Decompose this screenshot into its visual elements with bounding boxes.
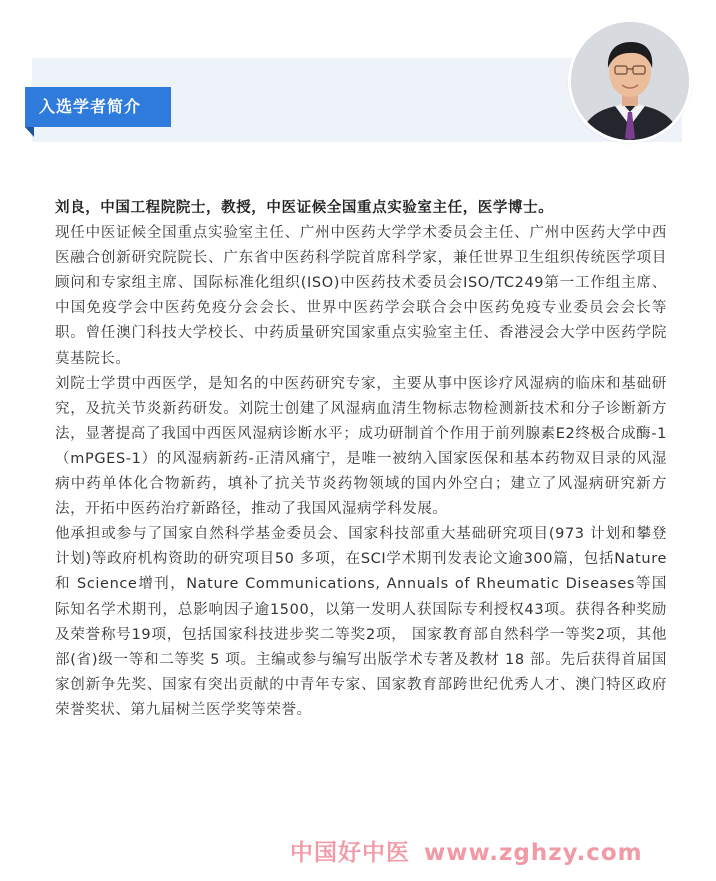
scholar-portrait: [571, 22, 689, 140]
watermark-site-name: 中国好中医: [290, 840, 410, 866]
profile-heading: 刘良，中国工程院院士，教授，中医证候全国重点实验室主任，医学博士。: [55, 200, 554, 216]
profile-paragraph: 现任中医证候全国重点实验室主任、广州中医药大学学术委员会主任、广州中医药大学中西医融合创新研究院院长、广东省中医药科学院首席科学家，兼任世界卫生组织传统医学项目顾问和专家组主席、国际标准化组织(ISO)中医药技术委员会ISO/TC249第一工作组主席、中国免疫学会中医药免疫分会会长、世界中医药学会联合会中医药免疫专业委员会会长等职。曾任澳门科技大学校长、中药质量研究国家重点实验室主任、香港浸会大学中医药学院莫基院长。: [55, 225, 667, 367]
section-tag: 入选学者简介: [25, 87, 171, 127]
profile-paragraph: 他承担或参与了国家自然科学基金委员会、国家科技部重大基础研究项目(973 计划和攀登计划)等政府机构资助的研究项目50 多项，在SCI学术期刊发表论文逾300篇，包括Nature 和 Science增刊，Nature Communications, Annuals of Rheumatic Diseases等国际知名学术期刊，总影响因子逾1500，以第一发明人获国际专利授权43项。获得各种奖励及荣誉称号19项，包括国家科技进步奖二等奖2项， 国家教育部自然科学一等奖2项，其他部(省)级一等和二等奖 5 项。主编或参与编写出版学术专著及教材 18 部。先后获得首届国家创新争先奖、国家有突出贡献的中青年专家、国家教育部跨世纪优秀人才、澳门特区政府荣誉奖状、第九届树兰医学奖等荣誉。: [55, 526, 667, 718]
profile-content: [55, 196, 667, 723]
portrait-illustration: [571, 22, 689, 140]
section-tag-fold: [25, 127, 34, 137]
site-watermark: [290, 834, 643, 867]
profile-paragraph: 刘院士学贯中西医学，是知名的中医药研究专家，主要从事中医诊疗风湿病的临床和基础研究，及抗关节炎新药研发。刘院士创建了风湿病血清生物标志物检测新技术和分子诊断新方法，显著提高了我国中西医风湿病诊断水平；成功研制首个作用于前列腺素E2终极合成酶-1（mPGES-1）的风湿病新药-正清风痛宁，是唯一被纳入国家医保和基本药物双目录的风湿病中药单体化合物新药，填补了抗关节炎药物领域的国内外空白；建立了风湿病研究新方法，开拓中医药治疗新路径，推动了我国风湿病学科发展。: [55, 375, 667, 518]
watermark-url: www.zghzy.com: [424, 840, 643, 866]
